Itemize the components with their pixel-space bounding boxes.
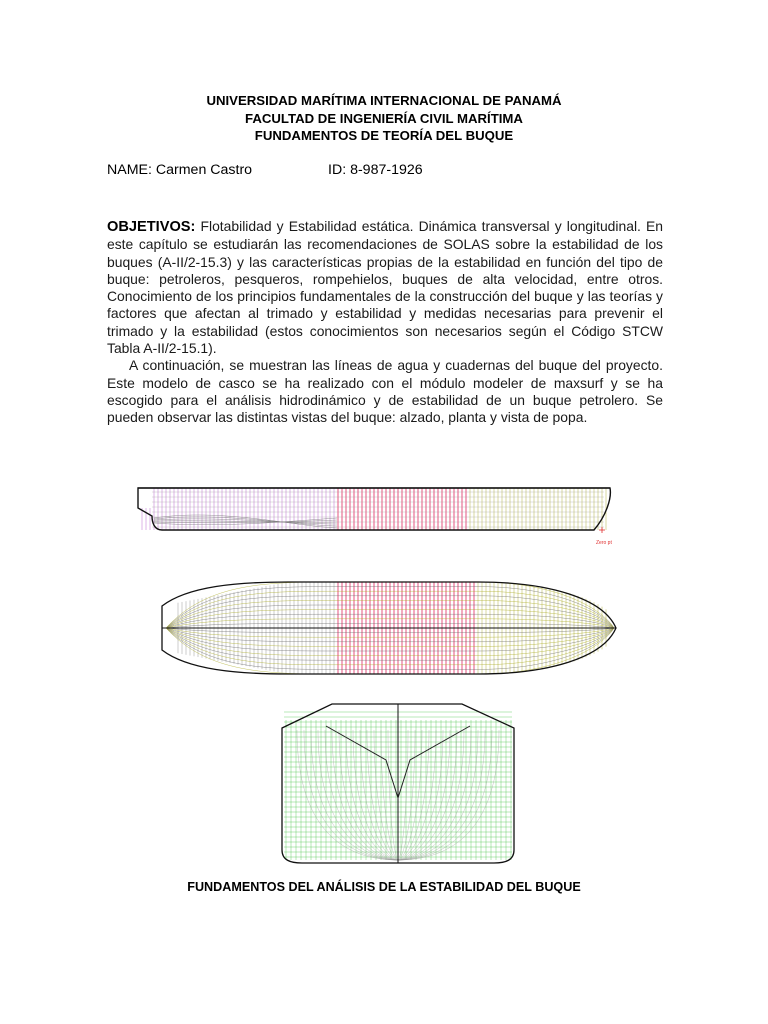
zero-point-label: Zero pt: [596, 540, 612, 546]
course-title: FUNDAMENTOS DE TEORÍA DEL BUQUE: [254, 128, 514, 143]
student-name: NAME: Carmen Castro: [107, 162, 253, 178]
student-id: ID: 8-987-1926: [328, 162, 423, 178]
profile-grid-lines: [142, 488, 606, 530]
objectives-section: [107, 218, 663, 427]
university-title: UNIVERSIDAD MARÍTIMA INTERNACIONAL DE PANAMÁ: [206, 93, 562, 108]
hull-profile-view: [132, 478, 622, 550]
project-paragraph: A continuación, se muestran las líneas de agua y cuadernas del buque del proyecto. Este modelo de casco se ha realizado con el módulo modeler de maxsurf y se ha escogido para el análisis hidrodinámico y de estabilidad de un buque petrolero. Se pueden observar las distintas vistas del buque: alzado, planta y vista de popa.: [107, 357, 663, 426]
objectives-label: OBJETIVOS:: [107, 219, 196, 235]
objectives-paragraph: [107, 218, 663, 357]
hull-plan-view: [148, 578, 628, 678]
objectives-text: Flotabilidad y Estabilidad estática. Dinámica transversal y longitudinal. En este capítulo se estudiarán las recomendaciones de SOLAS sobre la estabilidad de los buques (A-II/2-15.3) y las características propias de la estabilidad en función del tipo de buque: petroleros, pesqueros, rompehielos, buques de alta velocidad, entre otros. Conocimiento de los principios fundamentales de la construcción del buque y las teorías y factores que afectan al trimado y estabilidad y medidas necesarias para prevenir el trimado y la estabilidad (estos conocimientos son necesarios según el Código STCW Tabla A-II/2-15.1).: [107, 218, 663, 357]
document-header: [0, 92, 768, 145]
hull-body-plan-view: [276, 700, 520, 866]
faculty-title: FACULTAD DE INGENIERÍA CIVIL MARÍTIMA: [245, 110, 523, 126]
zero-point-marker: [596, 527, 612, 546]
student-info: [107, 162, 423, 178]
figure-caption: FUNDAMENTOS DEL ANÁLISIS DE LA ESTABILIDAD DEL BUQUE: [187, 880, 581, 894]
